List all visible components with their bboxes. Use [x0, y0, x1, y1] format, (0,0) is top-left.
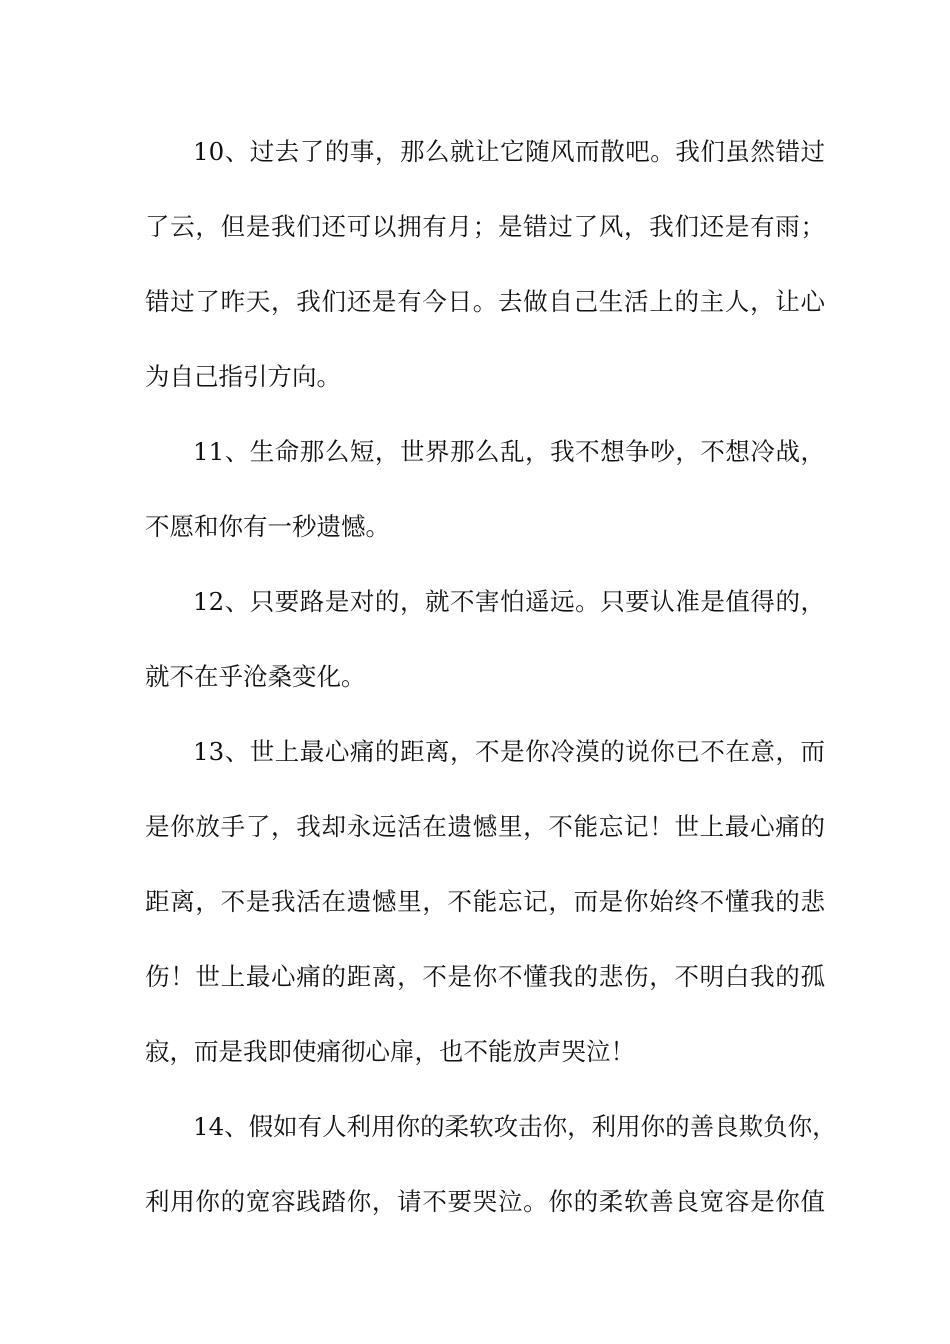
paragraph-13-line-4: 伤！世上最心痛的距离，不是你不懂我的悲伤，不明白我的孤 — [145, 962, 825, 991]
paragraph-10-line-1: 10、过去了的事，那么就让它随风而散吧。我们虽然错过 — [193, 137, 825, 166]
paragraph-14-line-1: 14、假如有人利用你的柔软攻击你，利用你的善良欺负你， — [193, 1112, 837, 1141]
paragraph-12-line-2: 就不在乎沧桑变化。 — [145, 662, 366, 691]
paragraph-10-line-3: 错过了昨天，我们还是有今日。去做自己生活上的主人，让心 — [145, 287, 825, 316]
paragraph-13-line-3: 距离，不是我活在遗憾里，不能忘记，而是你始终不懂我的悲 — [145, 887, 825, 916]
paragraph-13-line-5: 寂，而是我即使痛彻心扉，也不能放声哭泣！ — [145, 1037, 635, 1066]
paragraph-14-line-2: 利用你的宽容践踏你，请不要哭泣。你的柔软善良宽容是你值 — [145, 1187, 825, 1216]
paragraph-11-line-1: 11、生命那么短，世界那么乱，我不想争吵，不想冷战， — [193, 437, 825, 466]
paragraph-12-line-1: 12、只要路是对的，就不害怕遥远。只要认准是值得的， — [193, 587, 825, 616]
paragraph-10-line-4: 为自己指引方向。 — [145, 362, 341, 391]
paragraph-13-line-1: 13、世上最心痛的距离，不是你冷漠的说你已不在意，而 — [193, 737, 825, 766]
paragraph-11-line-2: 不愿和你有一秒遗憾。 — [145, 512, 390, 541]
paragraph-10-line-2: 了云，但是我们还可以拥有月；是错过了风，我们还是有雨； — [145, 212, 825, 241]
paragraph-13-line-2: 是你放手了，我却永远活在遗憾里，不能忘记！世上最心痛的 — [145, 812, 825, 841]
